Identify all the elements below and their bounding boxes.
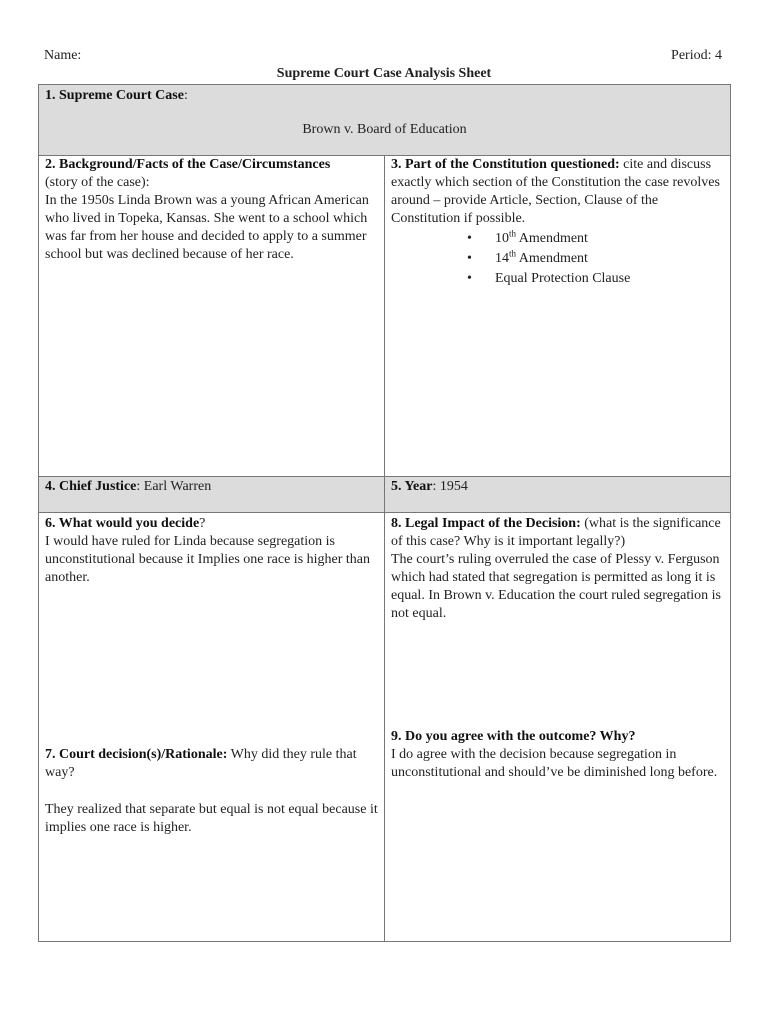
constitution-label: 3. Part of the Constitution questioned:: [391, 157, 620, 172]
list-item: • 10th Amendment: [467, 229, 630, 249]
list-item: • Equal Protection Clause: [467, 269, 630, 289]
impact-prompt: (what is the significance of this case? Why is it important legally?): [391, 516, 721, 549]
rationale-answer: They realized that separate but equal is not equal because it implies one race is higher.: [45, 802, 378, 835]
constitution-cell: [384, 155, 731, 477]
case-name: Brown v. Board of Education: [302, 122, 467, 137]
background-prompt: (story of the case):: [45, 175, 150, 190]
impact-cell: [384, 512, 731, 942]
decide-label: 6. What would you decide: [45, 516, 200, 531]
agree-answer: I do agree with the decision because segregation in unconstitutional and should’ve be diminished long before.: [391, 747, 718, 780]
year-label: 5. Year: [391, 479, 433, 494]
year-value: : 1954: [432, 479, 468, 494]
background-cell: [38, 155, 385, 477]
agree-label: 9. Do you agree with the outcome? Why?: [391, 729, 636, 744]
rationale-label: 7. Court decision(s)/Rationale:: [45, 747, 228, 762]
chief-justice-value: : Earl Warren: [136, 479, 212, 494]
list-item: • 14th Amendment: [467, 249, 630, 269]
decision-cell: 6. What would you decide? I would have ruled for Linda because segregation is unconstitutional because it Implies one race is higher than another. 7. Court decision(s)/Rationale: Why did they rule that way? They realized that separate but equal is not equal because it implies one race is higher.: [38, 512, 385, 942]
period-label: Period: 4: [671, 48, 722, 63]
chief-justice-cell: [38, 476, 385, 513]
name-label: Name:: [44, 48, 82, 63]
decide-answer: I would have ruled for Linda because segregation is unconstitutional because it Implies one race is higher than another.: [45, 534, 371, 585]
background-label: 2. Background/Facts of the Case/Circumstances: [45, 157, 331, 172]
background-answer: In the 1950s Linda Brown was a young African American who lived in Topeka, Kansas. She went to a school which was far from her house and decided to apply to a summer school but was declined because of her race.: [45, 193, 369, 262]
case-cell: [38, 84, 731, 156]
impact-answer: The court’s ruling overruled the case of Plessy v. Ferguson which had stated that segregation is permitted as long it is equal. In Brown v. Education the court ruled segregation is not equal.: [391, 552, 721, 621]
constitution-prompt: cite and discuss exactly which section of the Constitution the case revolves around – provide Article, Section, Clause of the Constitution if possible.: [391, 157, 720, 226]
chief-justice-label: 4. Chief Justice: [45, 479, 137, 494]
page-title: Supreme Court Case Analysis Sheet: [276, 66, 492, 81]
case-label: 1. Supreme Court Case:: [45, 88, 188, 103]
rationale-prompt: Why did they rule that way?: [45, 747, 357, 780]
constitution-list: [467, 229, 630, 289]
impact-label: 8. Legal Impact of the Decision:: [391, 516, 581, 531]
year-cell: [384, 476, 731, 513]
